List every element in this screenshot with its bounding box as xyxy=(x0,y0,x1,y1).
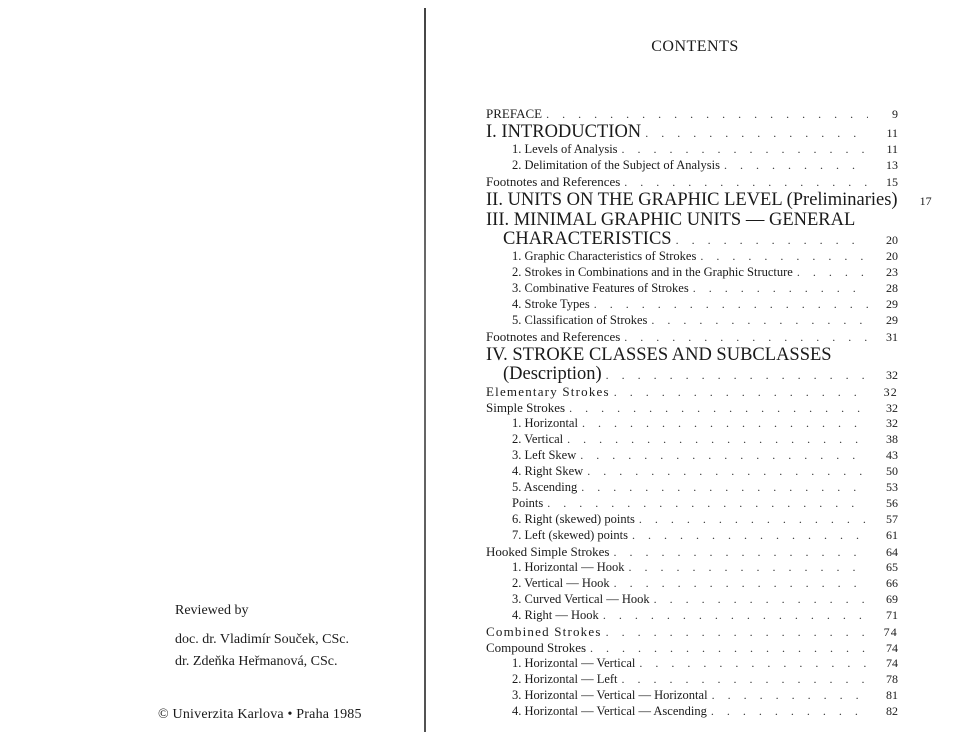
toc-leader-dots xyxy=(639,656,868,671)
toc-entry xyxy=(486,281,898,297)
toc-entry-label: 7. Left (skewed) points xyxy=(512,528,628,542)
toc-page-number: 74 xyxy=(883,625,898,639)
toc-leader-dots xyxy=(622,142,868,157)
toc-page-number: 81 xyxy=(886,688,898,702)
toc-entry xyxy=(486,576,898,592)
toc-page-number: 69 xyxy=(886,592,898,606)
toc-entry-label: 3. Combinative Features of Strokes xyxy=(512,281,689,295)
toc-leader-dots xyxy=(606,625,868,640)
toc-entry xyxy=(486,624,898,640)
toc-entry xyxy=(486,672,898,688)
toc-leader-dots xyxy=(622,672,868,687)
toc-page-number: 11 xyxy=(886,126,898,140)
toc-leader-dots xyxy=(582,416,868,431)
toc-entry-label: Footnotes and References xyxy=(486,329,621,344)
toc-entry-label: 1. Levels of Analysis xyxy=(512,142,618,156)
toc-entry xyxy=(486,528,898,544)
toc-entry xyxy=(486,592,898,608)
toc-leader-dots xyxy=(580,448,868,463)
toc-leader-dots xyxy=(587,464,868,479)
toc-page-number: 82 xyxy=(886,704,898,718)
toc-page-number: 57 xyxy=(886,512,898,526)
toc-entry-label: 2. Horizontal — Left xyxy=(512,672,618,686)
toc-entry-label: 2. Strokes in Combinations and in the Graphic Structure xyxy=(512,265,793,279)
toc-leader-dots xyxy=(693,281,868,296)
toc-page-number: 29 xyxy=(886,313,898,327)
toc-page-number: 11 xyxy=(886,142,898,156)
toc-entry xyxy=(486,122,898,142)
toc-entry-label: Footnotes and References xyxy=(486,174,621,189)
reviewer-name: doc. dr. Vladimír Souček, CSc. xyxy=(175,632,349,647)
toc-leader-dots xyxy=(651,313,868,328)
toc-leader-dots xyxy=(624,175,868,190)
toc-page-number: 32 xyxy=(886,401,898,415)
toc-entry-label: II. UNITS ON THE GRAPHIC LEVEL (Preliminaries) xyxy=(486,190,898,210)
toc-entry xyxy=(486,329,898,345)
toc-leader-dots xyxy=(639,512,868,527)
toc-entry-label: 5. Ascending xyxy=(512,480,578,494)
toc-entry-label: (Description) xyxy=(503,364,602,384)
toc-leader-dots xyxy=(567,432,868,447)
toc-entry-label: III. MINIMAL GRAPHIC UNITS — GENERAL xyxy=(486,210,856,230)
toc-entry-label: I. INTRODUCTION xyxy=(486,122,642,142)
toc-page-number: 53 xyxy=(886,480,898,494)
contents-title: CONTENTS xyxy=(651,38,739,55)
toc-leader-dots xyxy=(606,368,868,383)
toc-entry xyxy=(486,656,898,672)
toc-leader-dots xyxy=(797,265,868,280)
toc-entry xyxy=(486,512,898,528)
toc-leader-dots xyxy=(628,560,868,575)
toc-entry-label: 3. Left Skew xyxy=(512,448,577,462)
toc-entry-label: 1. Horizontal — Hook xyxy=(512,560,625,574)
toc-entry xyxy=(486,416,898,432)
toc-page-number: 20 xyxy=(886,249,898,263)
toc-page-number: 50 xyxy=(886,464,898,478)
left-page xyxy=(0,0,424,740)
toc-entry xyxy=(486,297,898,313)
toc-leader-dots xyxy=(712,688,868,703)
toc-leader-dots xyxy=(624,330,868,345)
toc-entry xyxy=(486,364,898,384)
toc-page-number: 43 xyxy=(886,448,898,462)
toc-entry-label: IV. STROKE CLASSES AND SUBCLASSES xyxy=(486,345,832,365)
toc-entry xyxy=(486,384,898,400)
toc-page-number: 56 xyxy=(886,496,898,510)
toc-page-number: 74 xyxy=(886,641,898,655)
toc-entry-label: 5. Classification of Strokes xyxy=(512,313,648,327)
toc-entry xyxy=(486,210,898,229)
toc-entry-label: PREFACE xyxy=(486,106,543,121)
toc-leader-dots xyxy=(632,528,868,543)
toc-leader-dots xyxy=(614,385,868,400)
toc-entry-label: 6. Right (skewed) points xyxy=(512,512,635,526)
toc-page-number: 32 xyxy=(886,368,898,382)
toc-entry-label: Simple Strokes xyxy=(486,400,566,415)
toc-page-number: 66 xyxy=(886,576,898,590)
toc-entry-label: 1. Horizontal xyxy=(512,416,578,430)
toc-page-number: 17 xyxy=(919,194,932,208)
toc-entry-label: 4. Right — Hook xyxy=(512,608,599,622)
toc-page-number: 38 xyxy=(886,432,898,446)
toc-entry xyxy=(486,174,898,190)
toc-page-number: 32 xyxy=(886,416,898,430)
toc-leader-dots xyxy=(724,158,868,173)
toc-entry-label: Combined Strokes xyxy=(486,624,602,639)
toc-page-number: 74 xyxy=(886,656,898,670)
toc-page-number: 23 xyxy=(886,265,898,279)
toc-page-number: 20 xyxy=(886,233,898,247)
toc-entry xyxy=(486,496,898,512)
toc-entry xyxy=(486,704,898,720)
toc-entry xyxy=(486,265,898,281)
toc-entry-label: 4. Right Skew xyxy=(512,464,584,478)
toc-entry-label: 3. Curved Vertical — Hook xyxy=(512,592,650,606)
toc-entry xyxy=(486,608,898,624)
toc-page-number: 32 xyxy=(883,385,898,399)
reviewer-name: dr. Zdeňka Heřmanová, CSc. xyxy=(175,654,338,669)
toc-page-number: 71 xyxy=(886,608,898,622)
toc-entry xyxy=(486,142,898,158)
toc-leader-dots xyxy=(676,233,868,248)
toc-leader-dots xyxy=(711,704,868,719)
toc-entry xyxy=(486,106,898,122)
toc-entry-label: Points xyxy=(512,496,544,510)
toc-page-number: 29 xyxy=(886,297,898,311)
toc-page-number: 61 xyxy=(886,528,898,542)
toc-entry-label: 2. Vertical xyxy=(512,432,564,446)
toc-entry xyxy=(486,544,898,560)
toc-entry xyxy=(486,640,898,656)
toc-entry-label: Elementary Strokes xyxy=(486,384,610,399)
copyright-notice: © Univerzita Karlova • Praha 1985 xyxy=(158,707,362,722)
toc-page-number: 9 xyxy=(892,107,898,121)
toc-entry xyxy=(486,190,932,210)
toc-leader-dots xyxy=(654,592,868,607)
toc-entry-label: Compound Strokes xyxy=(486,640,587,655)
toc-entry-label: 2. Vertical — Hook xyxy=(512,576,610,590)
toc-entry xyxy=(486,313,898,329)
toc-leader-dots xyxy=(581,480,868,495)
toc-page-number: 13 xyxy=(886,158,898,172)
toc-entry-label: 2. Delimitation of the Subject of Analysis xyxy=(512,158,720,172)
toc-entry-label: 1. Horizontal — Vertical xyxy=(512,656,636,670)
toc-entry xyxy=(486,480,898,496)
toc-leader-dots xyxy=(590,641,868,656)
toc-entry xyxy=(486,345,898,364)
toc-entry-label: 4. Stroke Types xyxy=(512,297,590,311)
toc-page-number: 31 xyxy=(886,330,898,344)
toc-leader-dots xyxy=(546,107,868,122)
toc-leader-dots xyxy=(547,496,868,511)
toc-leader-dots xyxy=(614,576,868,591)
toc-page-number: 65 xyxy=(886,560,898,574)
toc-entry xyxy=(486,448,898,464)
right-page xyxy=(430,0,960,740)
toc-entry xyxy=(486,158,898,174)
toc-entry-label: 4. Horizontal — Vertical — Ascending xyxy=(512,704,707,718)
toc-page-number: 64 xyxy=(886,545,898,559)
toc-entry xyxy=(486,688,898,704)
toc-page-number: 15 xyxy=(886,175,898,189)
toc-entry xyxy=(486,249,898,265)
page-gutter xyxy=(424,8,426,732)
toc-page-number: 28 xyxy=(886,281,898,295)
toc-leader-dots xyxy=(645,126,868,141)
toc-page-number: 78 xyxy=(886,672,898,686)
toc-leader-dots xyxy=(594,297,868,312)
toc-entry-label: Hooked Simple Strokes xyxy=(486,544,610,559)
toc-entry-label: 1. Graphic Characteristics of Strokes xyxy=(512,249,697,263)
toc-entry xyxy=(486,400,898,416)
toc-entry-label: CHARACTERISTICS xyxy=(503,229,672,249)
toc-leader-dots xyxy=(700,249,868,264)
toc-leader-dots xyxy=(569,401,868,416)
toc-entry xyxy=(486,560,898,576)
toc-entry-label: 3. Horizontal — Vertical — Horizontal xyxy=(512,688,708,702)
toc-entry xyxy=(486,464,898,480)
toc-leader-dots xyxy=(614,545,869,560)
toc-entry xyxy=(486,229,898,249)
toc-leader-dots xyxy=(603,608,868,623)
toc-entry xyxy=(486,432,898,448)
reviewed-by-label: Reviewed by xyxy=(175,603,249,618)
table-of-contents xyxy=(486,106,932,720)
